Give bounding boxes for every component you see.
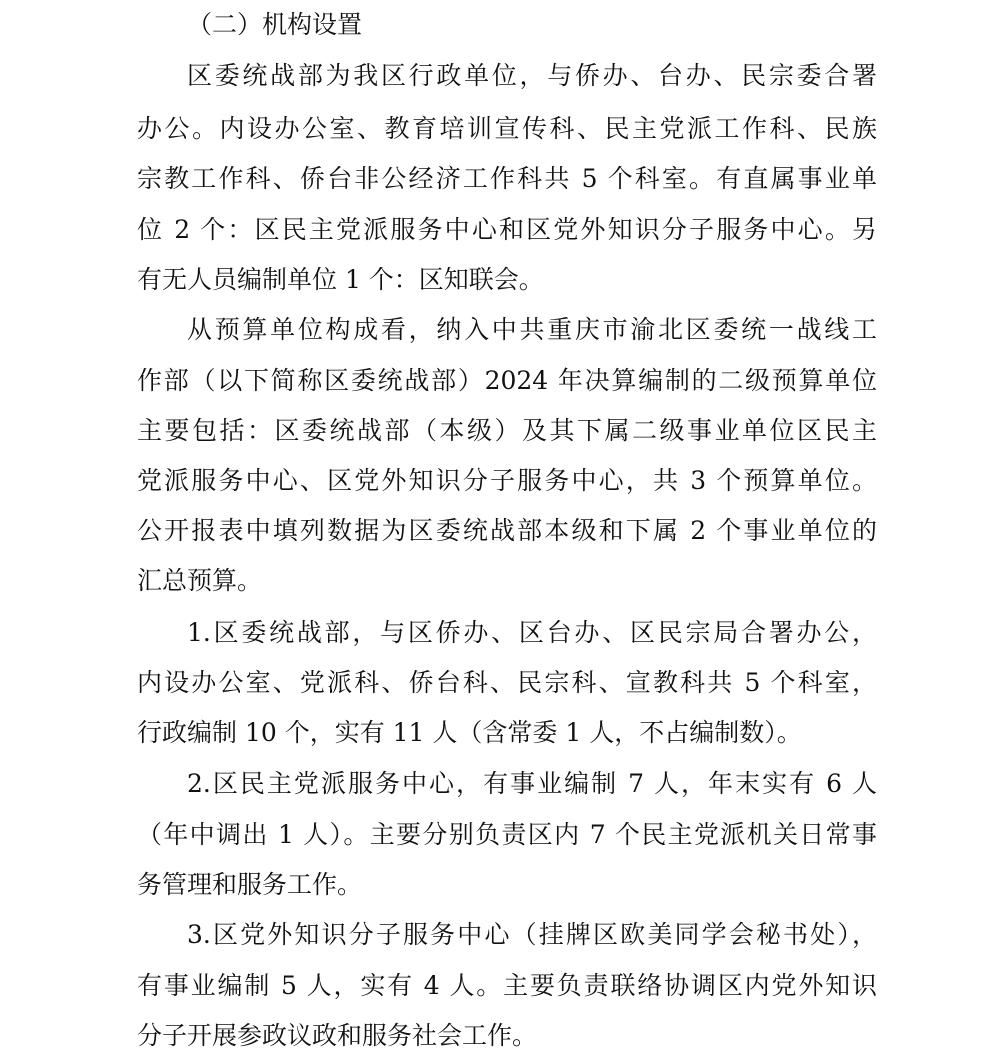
list-item-line: 内设办公室、党派科、侨台科、民宗科、宣教科共 5 个科室， <box>137 668 877 697</box>
paragraph-line: 党派服务中心、区党外知识分子服务中心，共 3 个预算单位。 <box>137 466 877 495</box>
paragraph-line: 宗教工作科、侨台非公经济工作科共 5 个科室。有直属事业单 <box>137 164 877 193</box>
list-item-line: 行政编制 10 个，实有 11 人（含常委 1 人，不占编制数）。 <box>137 718 802 747</box>
paragraph-line: 主要包括：区委统战部（本级）及其下属二级事业单位区民主 <box>137 416 877 445</box>
paragraph-line: 公开报表中填列数据为区委统战部本级和下属 2 个事业单位的 <box>137 516 877 545</box>
paragraph-line: 作部（以下简称区委统战部）2024 年决算编制的二级预算单位 <box>137 366 877 395</box>
paragraph-line: 汇总预算。 <box>137 566 263 595</box>
list-item-line: 1.区委统战部，与区侨办、区台办、区民宗局合署办公， <box>187 618 877 647</box>
list-item-line: 务管理和服务工作。 <box>137 870 363 899</box>
list-item-line: 3.区党外知识分子服务中心（挂牌区欧美同学会秘书处）， <box>187 920 877 949</box>
paragraph-line: 办公。内设办公室、教育培训宣传科、民主党派工作科、民族 <box>137 114 877 143</box>
paragraph-line: 位 2 个：区民主党派服务中心和区党外知识分子服务中心。另 <box>137 215 877 244</box>
list-item-line: 2.区民主党派服务中心，有事业编制 7 人，年末实有 6 人 <box>187 769 877 798</box>
list-item-line: 有事业编制 5 人，实有 4 人。主要负责联络协调区内党外知识 <box>137 971 877 1000</box>
paragraph-line: 从预算单位构成看，纳入中共重庆市渝北区委统一战线工 <box>187 315 877 344</box>
paragraph-line: 有无人员编制单位 1 个：区知联会。 <box>137 265 544 294</box>
list-item-line: （年中调出 1 人）。主要分别负责区内 7 个民主党派机关日常事 <box>137 820 877 849</box>
section-heading: （二）机构设置 <box>187 10 363 39</box>
list-item-line: 分子开展参政议政和服务社会工作。 <box>137 1021 538 1050</box>
paragraph-line: 区委统战部为我区行政单位，与侨办、台办、民宗委合署 <box>187 61 877 90</box>
